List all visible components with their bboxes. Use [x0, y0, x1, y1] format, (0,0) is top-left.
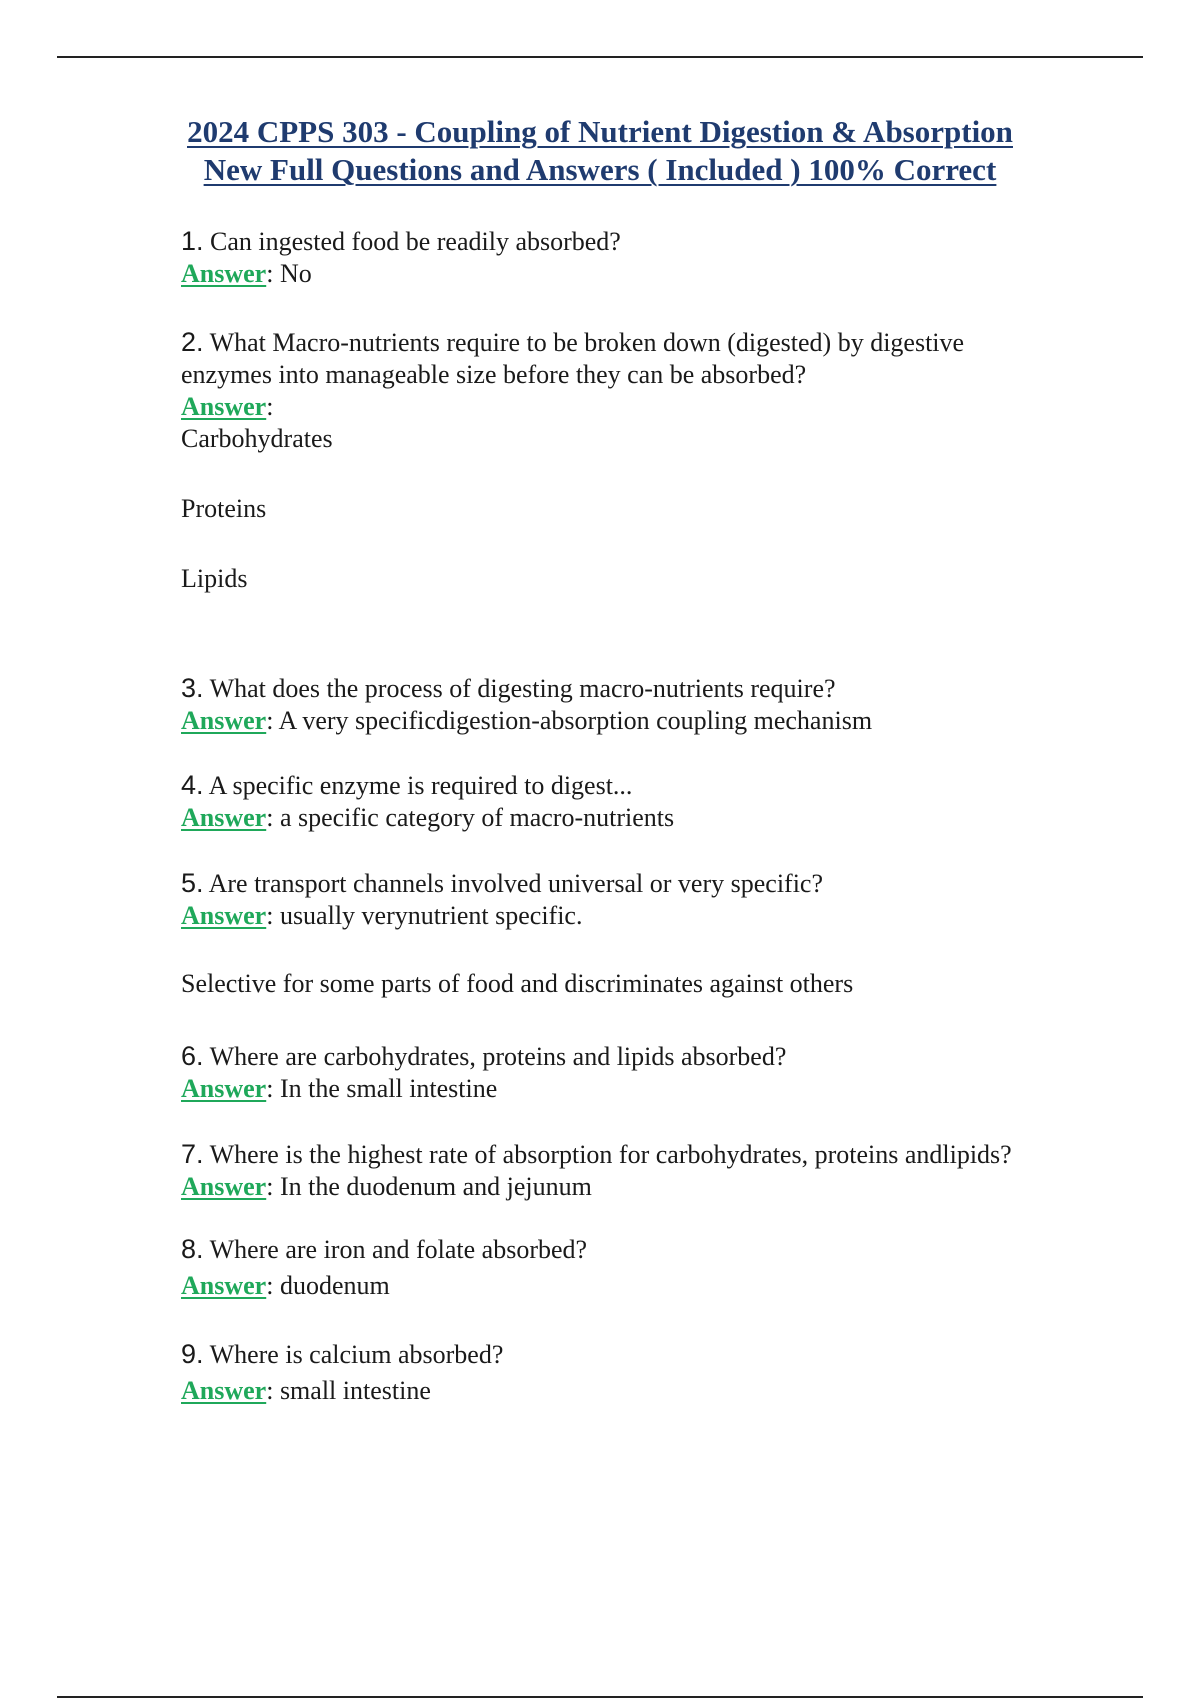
question-text: What does the process of digesting macro-nutrients require?: [209, 674, 836, 703]
question-5: [181, 867, 1111, 1000]
answer-label: Answer: [181, 259, 267, 288]
question-number: 5.: [181, 868, 204, 898]
bottom-rule: [57, 1696, 1143, 1698]
title-line-1: 2024 CPPS 303 - Coupling of Nutrient Digestion & Absorption: [187, 114, 1013, 149]
question-number: 3.: [181, 673, 204, 703]
question-number: 9.: [181, 1339, 204, 1369]
question-8: [181, 1233, 1111, 1302]
question-text: A specific enzyme is required to digest...: [208, 771, 633, 800]
question-4: [181, 769, 1111, 834]
question-number: 8.: [181, 1234, 204, 1264]
question-6: [181, 1040, 1111, 1105]
question-text: Can ingested food be readily absorbed?: [210, 227, 621, 256]
answer-text: : usually verynutrient specific.: [266, 901, 583, 930]
answer-label: Answer: [181, 1271, 267, 1300]
answer-label: Answer: [181, 392, 267, 421]
answer-label: Answer: [181, 706, 267, 735]
answer-label: Answer: [181, 803, 267, 832]
question-text: Where is calcium absorbed?: [209, 1340, 504, 1369]
answer-text: : duodenum: [266, 1271, 390, 1300]
answer-text: : a specific category of macro-nutrients: [266, 803, 675, 832]
answer-text: : In the duodenum and jejunum: [266, 1172, 592, 1201]
answer-item-lipids: Lipids: [181, 564, 248, 593]
answer-text: :: [266, 392, 274, 421]
answer-extra: Selective for some parts of food and discriminates against others: [181, 969, 854, 998]
answer-text: : A very specificdigestion-absorption coupling mechanism: [266, 706, 873, 735]
answer-label: Answer: [181, 1074, 267, 1103]
question-7: [181, 1138, 1111, 1203]
question-text: Where are carbohydrates, proteins and lipids absorbed?: [209, 1042, 787, 1071]
answer-item-proteins: Proteins: [181, 494, 267, 523]
question-number: 7.: [181, 1139, 204, 1169]
question-1: [181, 225, 1111, 290]
answer-text: : No: [266, 259, 312, 288]
question-9: [181, 1338, 1111, 1407]
question-number: 6.: [181, 1041, 204, 1071]
question-number: 2.: [181, 327, 204, 357]
answer-item-carbohydrates: Carbohydrates: [181, 424, 333, 453]
answer-text: : small intestine: [266, 1376, 431, 1405]
question-text: Where are iron and folate absorbed?: [209, 1235, 588, 1264]
question-text: Are transport channels involved universal or very specific?: [208, 869, 823, 898]
title-line-2: New Full Questions and Answers ( Included ) 100% Correct: [203, 152, 997, 187]
answer-label: Answer: [181, 1172, 267, 1201]
question-number: 1.: [181, 226, 204, 256]
question-text: What Macro-nutrients require to be broken down (digested) by digestive: [209, 328, 965, 357]
question-3: [181, 672, 1111, 737]
answer-text: : In the small intestine: [266, 1074, 498, 1103]
question-number: 4.: [181, 770, 204, 800]
question-text-cont: enzymes into manageable size before they can be absorbed?: [181, 360, 807, 389]
top-rule: [57, 56, 1143, 58]
question-text: Where is the highest rate of absorption for carbohydrates, proteins andlipids?: [209, 1140, 1012, 1169]
document-title: [120, 113, 1080, 189]
answer-label: Answer: [181, 1376, 267, 1405]
answer-label: Answer: [181, 901, 267, 930]
question-2: [181, 326, 1111, 595]
